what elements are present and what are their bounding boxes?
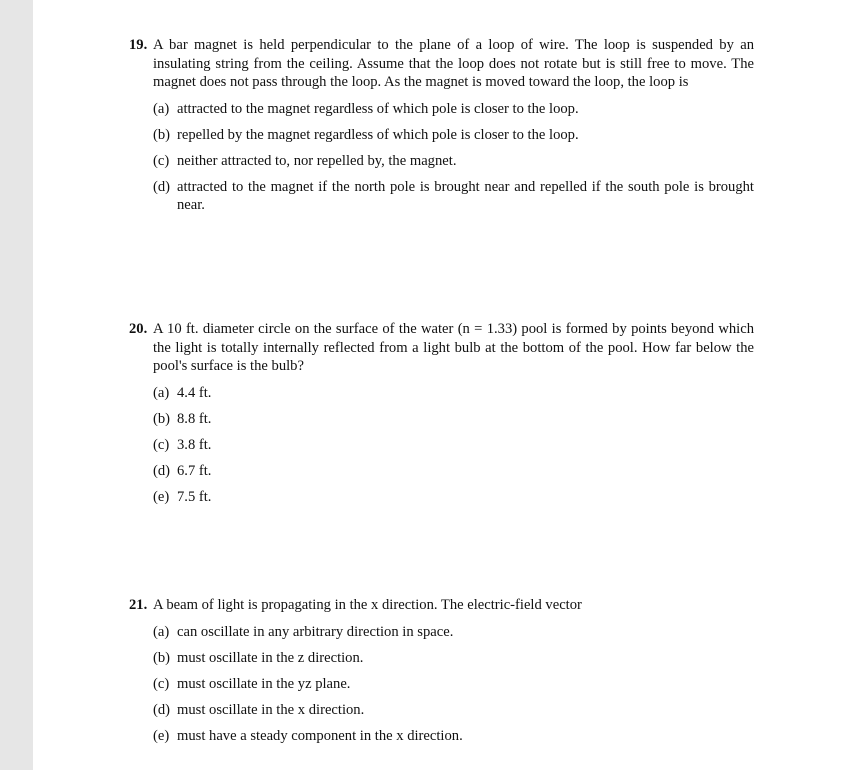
choice-text: 6.7 ft. bbox=[177, 462, 212, 479]
answer-choice-a[interactable] bbox=[129, 100, 754, 119]
answer-choice-b[interactable] bbox=[129, 410, 754, 429]
answer-choice-c[interactable] bbox=[129, 436, 754, 455]
question-number: 20. bbox=[129, 321, 148, 337]
choice-letter: (b) bbox=[153, 649, 171, 666]
choice-text: can oscillate in any arbitrary direction in space. bbox=[177, 623, 454, 640]
choice-letter: (a) bbox=[153, 384, 170, 401]
choice-letter: (b) bbox=[153, 126, 171, 143]
question-number: 19. bbox=[129, 37, 148, 53]
choice-letter: (c) bbox=[153, 436, 170, 453]
answer-choice-d[interactable] bbox=[129, 178, 754, 215]
choice-text: 4.4 ft. bbox=[177, 384, 212, 401]
choice-letter: (c) bbox=[153, 152, 170, 169]
choice-text: neither attracted to, nor repelled by, the magnet. bbox=[177, 152, 457, 169]
answer-choice-d[interactable] bbox=[129, 462, 754, 481]
question-19 bbox=[129, 36, 754, 222]
choice-letter: (d) bbox=[153, 701, 171, 718]
question-text: A beam of light is propagating in the x direction. The electric-field vector bbox=[153, 597, 582, 613]
choice-letter: (e) bbox=[153, 488, 170, 505]
choice-letter: (a) bbox=[153, 100, 170, 117]
choice-letter: (d) bbox=[153, 462, 171, 479]
choice-text: attracted to the magnet if the north pole is brought near and repelled if the south pole is brought near. bbox=[177, 178, 754, 213]
choice-letter: (a) bbox=[153, 623, 170, 640]
answer-choice-e[interactable] bbox=[129, 488, 754, 507]
choice-text: must oscillate in the yz plane. bbox=[177, 675, 351, 692]
answer-choice-e[interactable] bbox=[129, 727, 754, 746]
choice-text: attracted to the magnet regardless of which pole is closer to the loop. bbox=[177, 100, 579, 117]
answer-choice-d[interactable] bbox=[129, 701, 754, 720]
answer-choices bbox=[129, 623, 754, 746]
choice-letter: (c) bbox=[153, 675, 170, 692]
question-stem bbox=[129, 36, 754, 92]
choice-letter: (d) bbox=[153, 178, 171, 195]
answer-choice-a[interactable] bbox=[129, 623, 754, 642]
question-stem bbox=[129, 320, 754, 376]
question-text: A bar magnet is held perpendicular to the plane of a loop of wire. The loop is suspended by an insulating string from the ceiling. Assume that the loop does not rotate but is still free to move. The magnet does not pass through the loop. As the magnet is moved toward the loop, the loop is bbox=[153, 37, 754, 90]
choice-text: 7.5 ft. bbox=[177, 488, 212, 505]
choice-text: 3.8 ft. bbox=[177, 436, 212, 453]
choice-text: repelled by the magnet regardless of which pole is closer to the loop. bbox=[177, 126, 579, 143]
question-text: A 10 ft. diameter circle on the surface of the water (n = 1.33) pool is formed by points beyond which the light is totally internally reflected from a light bulb at the bottom of the pool. How far below the pool's surface is the bulb? bbox=[153, 321, 754, 374]
answer-choice-c[interactable] bbox=[129, 675, 754, 694]
question-21 bbox=[129, 596, 754, 753]
answer-choice-b[interactable] bbox=[129, 126, 754, 145]
question-number: 21. bbox=[129, 597, 148, 613]
answer-choice-c[interactable] bbox=[129, 152, 754, 171]
answer-choice-b[interactable] bbox=[129, 649, 754, 668]
choice-letter: (e) bbox=[153, 727, 170, 744]
answer-choice-a[interactable] bbox=[129, 384, 754, 403]
choice-text: must have a steady component in the x direction. bbox=[177, 727, 463, 744]
choice-text: 8.8 ft. bbox=[177, 410, 212, 427]
answer-choices bbox=[129, 384, 754, 507]
answer-choices bbox=[129, 100, 754, 215]
choice-text: must oscillate in the x direction. bbox=[177, 701, 365, 718]
question-20 bbox=[129, 320, 754, 514]
choice-letter: (b) bbox=[153, 410, 171, 427]
question-stem bbox=[129, 596, 754, 615]
choice-text: must oscillate in the z direction. bbox=[177, 649, 364, 666]
left-gutter bbox=[0, 0, 33, 770]
